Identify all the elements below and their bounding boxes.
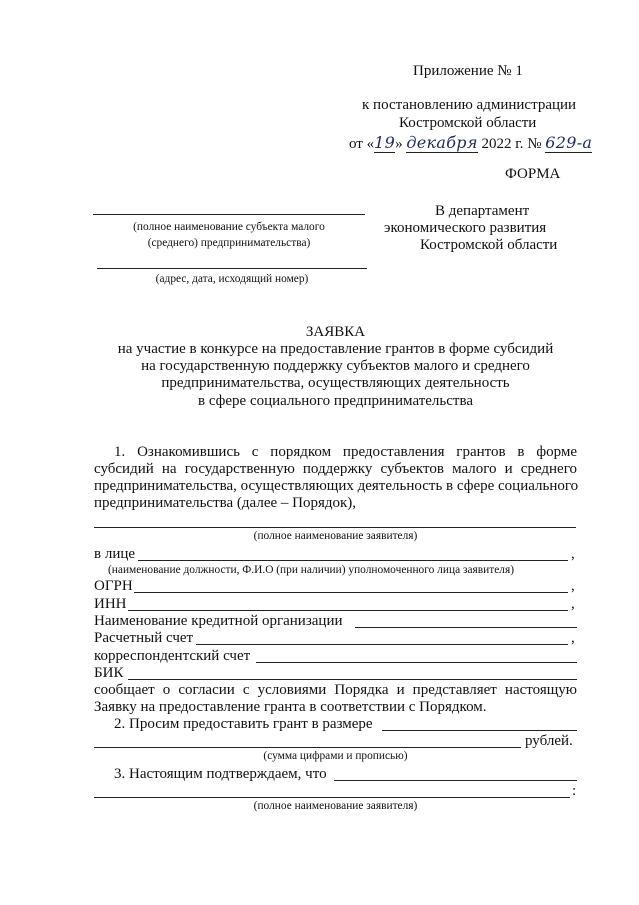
para3-text: 3. Настоящим подтверждаем, что [114, 766, 327, 782]
appendix-title: Приложение № 1 [413, 63, 523, 79]
sender-address-caption: (адрес, дата, исходящий номер) [155, 273, 309, 285]
inn-label: ИНН [94, 596, 127, 612]
inn-comma: , [571, 596, 575, 612]
para1-line-1: 1. Ознакомившись с порядком предоставления грантов в форме [114, 444, 577, 460]
para1-line-2: субсидий на государственную поддержку субъектов малого и среднего [94, 461, 577, 477]
appendix-date-line [349, 133, 592, 153]
ogrn-field[interactable] [134, 592, 568, 593]
para2-text: 2. Просим предоставить грант в размере [114, 716, 373, 732]
para1-line-4: предпринимательства (далее – Порядок), [94, 495, 357, 511]
document-title: ЗАЯВКА [305, 324, 366, 340]
handwritten-day: 19 [374, 133, 396, 152]
addressee-line-3: Костромской области [420, 237, 558, 253]
grant-amount-field[interactable] [382, 730, 577, 731]
addressee-line-2: экономического развития [384, 220, 547, 236]
para3-field-2[interactable] [94, 797, 570, 798]
heading-sub-4: в сфере социального предпринимательства [197, 393, 474, 409]
in-person-comma: , [571, 546, 575, 562]
agree-line-2: Заявку на предоставление гранта в соответствии с Порядком. [94, 699, 487, 715]
heading-sub-3: предпринимательства, осуществляющих деятельность [161, 375, 510, 391]
account-field[interactable] [196, 644, 568, 645]
sender-name-caption-2: (среднего) предпринимательства) [147, 237, 311, 249]
date-mid: » [395, 136, 403, 152]
corr-account-field[interactable] [256, 662, 577, 663]
account-label: Расчетный счет [94, 630, 194, 646]
in-person-label: в лице [94, 546, 136, 562]
heading-sub-1: на участие в конкурсе на предоставление грантов в форме субсидий [117, 341, 554, 357]
bik-field[interactable] [128, 679, 577, 680]
grant-amount-words-field[interactable] [94, 747, 521, 748]
bik-label: БИК [94, 665, 124, 681]
in-person-field[interactable] [138, 560, 568, 561]
addressee-line-1: В департамент [435, 203, 530, 219]
ogrn-comma: , [571, 578, 575, 594]
agree-line-1: сообщает о согласии с условиями Порядка и представляет настоящую [94, 682, 577, 698]
sender-name-caption-1: (полное наименование субъекта малого [133, 221, 325, 233]
heading-sub-2: на государственную поддержку субъектов малого и среднего [141, 358, 530, 374]
appendix-line-1: к постановлению администрации [362, 97, 577, 113]
sender-name-line [93, 214, 365, 215]
ogrn-label: ОГРН [94, 578, 133, 594]
para3-field-1[interactable] [334, 780, 577, 781]
para1-line-3: предпринимательства, осуществляющих деятельность в сфере социального [94, 478, 579, 494]
applicant-caption: (полное наименование заявителя) [253, 530, 418, 542]
rubles-label: рублей. [525, 733, 573, 749]
applicant-name-field[interactable] [94, 527, 576, 528]
account-comma: , [571, 630, 575, 646]
sender-address-line [97, 268, 367, 269]
date-prefix: от « [349, 136, 375, 152]
para3-colon: : [572, 783, 577, 799]
handwritten-number: 629-а [545, 133, 593, 152]
sum-caption: (сумма цифрами и прописью) [263, 750, 408, 762]
in-person-caption: (наименование должности, Ф.И.О (при наличии) уполномоченного лица заявителя) [108, 564, 514, 576]
corr-account-label: корреспондентский счет [94, 648, 251, 664]
date-year: 2022 г. № [481, 136, 542, 152]
inn-field[interactable] [128, 610, 568, 611]
form-label: ФОРМА [505, 166, 561, 182]
credit-org-field[interactable] [355, 627, 577, 628]
handwritten-month: декабря [406, 133, 478, 152]
appendix-line-2: Костромской области [399, 115, 537, 131]
para3-caption: (полное наименование заявителя) [253, 800, 418, 812]
credit-org-label: Наименование кредитной организации [94, 613, 343, 629]
